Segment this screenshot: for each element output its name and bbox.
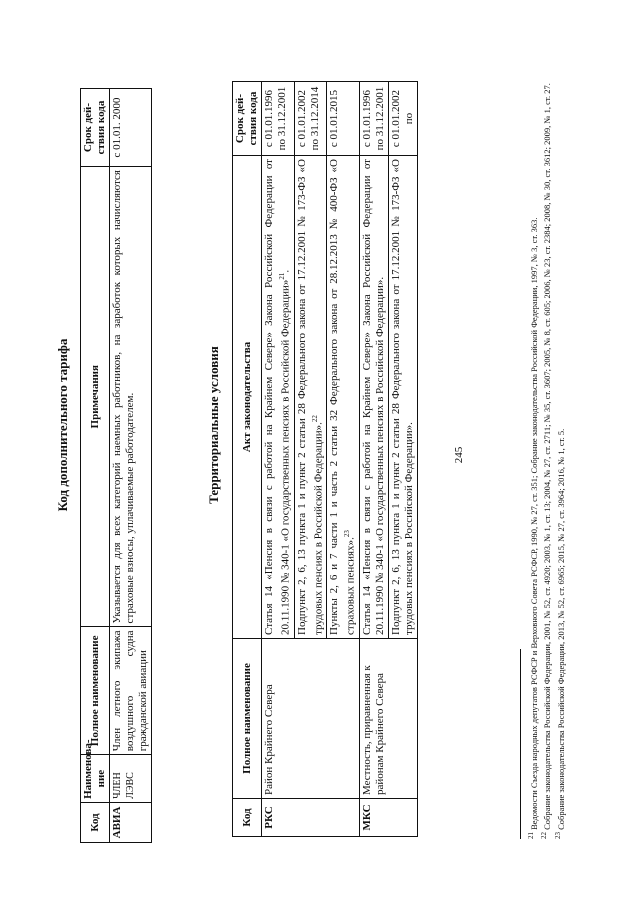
footnotes bbox=[526, 49, 566, 839]
header-code: Код bbox=[233, 799, 262, 837]
footnote-ref: 21 bbox=[278, 272, 286, 280]
act-text: Подпункт 2, 6, 13 пункта 1 и пункт 2 статьи 28 Федерального закона от 17.12.2001 № 173-ФЗ «О трудовых пенсиях в Российской Федерации». bbox=[388, 156, 417, 639]
table-row bbox=[110, 89, 152, 843]
act-period: с 01.01.1996 по 31.12.2001 bbox=[262, 82, 295, 156]
footnote-number: 22 bbox=[540, 832, 549, 839]
header-period: Срок дей-ствия кода bbox=[81, 89, 110, 167]
tariff-code: АВИА bbox=[110, 802, 152, 842]
footnote-text: Ведомости Съезда народных депутатов РСФСР и Верховного Совета РСФСР, 1990, № 27, ст. 351; Собрание законодательства Российской Федерации, 1997, № 3, ст. 363. bbox=[528, 217, 539, 830]
act-period: с 01.01.2015 bbox=[327, 82, 360, 156]
tariff-full-name: Член летного экипажа воздушного судна гражданской авиации bbox=[110, 627, 152, 755]
footnote bbox=[553, 49, 566, 839]
tariff-section-title: Код дополнительного тарифа bbox=[55, 338, 70, 512]
tariff-header-row bbox=[81, 89, 110, 843]
tariff-table bbox=[80, 88, 152, 843]
table-row bbox=[359, 82, 388, 837]
act-body: Подпункт 2, 6, 13 пункта 1 и пункт 2 статьи 28 Федерального закона от 17.12.2001 № 173-ФЗ «О трудовых пенсиях в Российской Федерации». bbox=[295, 159, 325, 635]
footnote-number: 21 bbox=[527, 832, 535, 839]
header-act: Акт законодательства bbox=[233, 156, 262, 639]
header-name: Наименова-ние bbox=[81, 755, 110, 803]
footnote bbox=[539, 49, 552, 839]
footnote-text: Собрание законодательства Российской Федерации, 2001, № 52, ст. 4920; 2003, № 1, ст. 13; 2004, № 27, ст. 2711; № 35, ст. 3607; 2005, № 8, ст. 605; 2006, № 23, ст. 2384; 2008, № 30, ст. 3612; 2009, № 1, ст. 27. bbox=[542, 83, 553, 830]
act-text: Статья 14 «Пенсия в связи с работой на Крайнем Севере» Закона Российской Федерации от 20.11.1990 № 340-1 «О государственных пенсиях в Российской Федерации»$^{21}$. bbox=[262, 156, 295, 639]
act-period: с 01.01.2002 по bbox=[388, 82, 417, 156]
act-text: Статья 14 «Пенсия в связи с работой на Крайнем Севере» Закона Российской Федерации от 20.11.1990 № 340-1 «О государственных пенсиях в Российской Федерации». bbox=[359, 156, 388, 639]
page-number: 245 bbox=[453, 446, 465, 464]
header-full-name: Полное наименование bbox=[233, 639, 262, 799]
footnote bbox=[526, 49, 539, 839]
header-full-name: Полное наименование bbox=[81, 627, 110, 755]
act-period: с 01.01.2002 по 31.12.2014 bbox=[294, 82, 327, 156]
table-row bbox=[262, 82, 295, 837]
territorial-section-title: Территориальные условия bbox=[206, 346, 221, 504]
tariff-period: с 01.01. 2000 bbox=[110, 89, 152, 167]
act-text bbox=[327, 156, 360, 639]
footnote-separator bbox=[520, 649, 521, 839]
territory-full-name: Район Крайнего Севера bbox=[262, 639, 360, 799]
act-body: Пункты 2, 6 и 7 части 1 и часть 2 статьи 32 Федерального закона от 28.12.2013 № 400-ФЗ «О страховых пенсиях». bbox=[328, 159, 357, 635]
territory-full-name: Местность, приравненная к районам Крайнего Севера bbox=[359, 639, 417, 799]
tariff-name: ЧЛЕН ЛЭВС bbox=[110, 755, 152, 803]
footnote-text: Собрание законодательства Российской Федерации, 2013, № 52, ст. 6965; 2015, № 27, ст. 3964; 2016, № 1, ст. 5. bbox=[555, 428, 566, 830]
act-text bbox=[294, 156, 327, 639]
footnote-ref: 23 bbox=[343, 530, 352, 538]
header-period: Срок дей-ствия кода bbox=[233, 82, 262, 156]
footnote-number: 23 bbox=[553, 832, 562, 839]
footnote-ref: 22 bbox=[310, 415, 319, 423]
header-notes: Примечания bbox=[81, 167, 110, 627]
territory-code: МКС bbox=[359, 799, 417, 837]
territorial-table bbox=[232, 81, 418, 837]
territory-code: РКС bbox=[262, 799, 360, 837]
act-period: с 01.01.1996 по 31.12.2001 bbox=[359, 82, 388, 156]
territorial-header-row bbox=[233, 82, 262, 837]
tariff-notes: Указывается для всех категорий наемных работников, на заработок которых начисляются страховые взносы, уплачиваемые работодателем. bbox=[110, 167, 152, 627]
act-body: Статья 14 «Пенсия в связи с работой на Крайнем Севере» Закона Российской Федерации от 20.11.1990 № 340-1 «О государственных пенсиях в Российской Федерации» bbox=[263, 159, 292, 635]
header-code: Код bbox=[81, 802, 110, 842]
